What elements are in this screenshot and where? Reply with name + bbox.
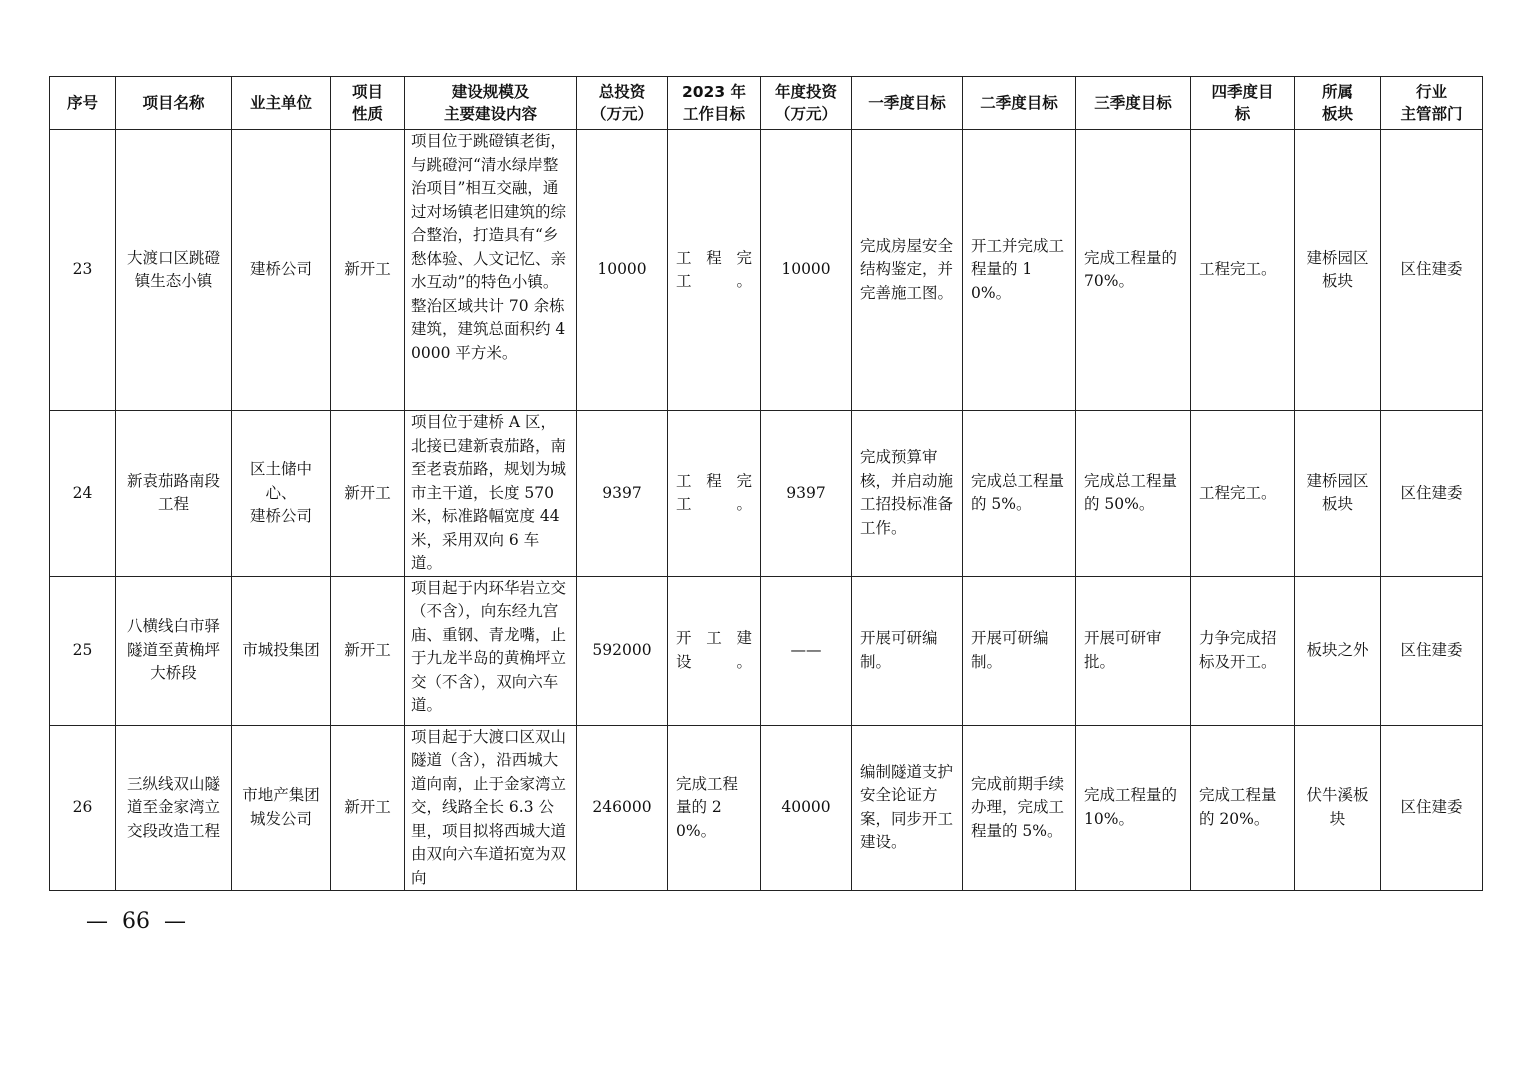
cell-department: 区住建委 xyxy=(1381,411,1483,577)
cell-goal-2023: 完成工程量的 20%。 xyxy=(668,725,761,891)
cell-department: 区住建委 xyxy=(1381,725,1483,891)
header-q2: 二季度目标 xyxy=(963,77,1076,130)
cell-q3: 完成工程量的 10%。 xyxy=(1076,725,1191,891)
cell-total-investment: 592000 xyxy=(577,576,668,725)
table-row xyxy=(50,576,1483,725)
cell-nature: 新开工 xyxy=(331,411,405,577)
cell-content: 项目位于建桥 A 区，北接已建新袁茄路，南至老袁茄路，规划为城市主干道，长度 570 米，标准路幅宽度 44 米，采用双向 6 车道。 xyxy=(405,411,577,577)
page-number: — 66 — xyxy=(86,909,186,934)
cell-nature: 新开工 xyxy=(331,725,405,891)
header-goal-2023: 2023 年 工作目标 xyxy=(668,77,761,130)
cell-owner: 建桥公司 xyxy=(232,130,331,411)
cell-department: 区住建委 xyxy=(1381,576,1483,725)
table-row xyxy=(50,130,1483,411)
header-owner: 业主单位 xyxy=(232,77,331,130)
cell-no: 24 xyxy=(50,411,116,577)
cell-department: 区住建委 xyxy=(1381,130,1483,411)
cell-total-investment: 246000 xyxy=(577,725,668,891)
cell-goal-2023: 工程完工。 xyxy=(668,130,761,411)
cell-q4: 完成工程量的 20%。 xyxy=(1191,725,1295,891)
cell-content: 项目起于内环华岩立交（不含），向东经九宫庙、重钢、青龙嘴，止于九龙半岛的黄桷坪立交（不含），双向六车道。 xyxy=(405,576,577,725)
cell-total-investment: 10000 xyxy=(577,130,668,411)
header-q3: 三季度目标 xyxy=(1076,77,1191,130)
header-q1: 一季度目标 xyxy=(852,77,963,130)
header-project-name: 项目名称 xyxy=(116,77,232,130)
cell-annual-investment: 10000 xyxy=(761,130,852,411)
header-annual-investment: 年度投资 （万元） xyxy=(761,77,852,130)
header-nature: 项目 性质 xyxy=(331,77,405,130)
cell-q2: 开展可研编制。 xyxy=(963,576,1076,725)
cell-owner: 市城投集团 xyxy=(232,576,331,725)
cell-q4: 工程完工。 xyxy=(1191,130,1295,411)
cell-no: 23 xyxy=(50,130,116,411)
cell-q1: 编制隧道支护安全论证方案，同步开工建设。 xyxy=(852,725,963,891)
cell-annual-investment: —— xyxy=(761,576,852,725)
cell-sector: 板块之外 xyxy=(1295,576,1381,725)
cell-annual-investment: 40000 xyxy=(761,725,852,891)
cell-content: 项目起于大渡口区双山隧道（含），沿西城大道向南，止于金家湾立交，线路全长 6.3 公里，项目拟将西城大道由双向六车道拓宽为双向 xyxy=(405,725,577,891)
cell-annual-investment: 9397 xyxy=(761,411,852,577)
table-row xyxy=(50,411,1483,577)
cell-content: 项目位于跳磴镇老街，与跳磴河“清水绿岸整治项目”相互交融，通过对场镇老旧建筑的综合整治，打造具有“乡愁体验、人文记忆、亲水互动”的特色小镇。整治区域共计 70 余栋建筑，建筑总面积约 40000 平方米。 xyxy=(405,130,577,411)
cell-goal-2023: 开工建设。 xyxy=(668,576,761,725)
cell-owner: 区土储中心、 建桥公司 xyxy=(232,411,331,577)
cell-q2: 开工并完成工程量的 10%。 xyxy=(963,130,1076,411)
cell-q1: 开展可研编制。 xyxy=(852,576,963,725)
header-sector: 所属 板块 xyxy=(1295,77,1381,130)
cell-sector: 建桥园区板块 xyxy=(1295,411,1381,577)
cell-total-investment: 9397 xyxy=(577,411,668,577)
cell-nature: 新开工 xyxy=(331,130,405,411)
cell-q1: 完成预算审核，并启动施工招投标准备工作。 xyxy=(852,411,963,577)
header-content: 建设规模及 主要建设内容 xyxy=(405,77,577,130)
cell-q3: 完成工程量的 70%。 xyxy=(1076,130,1191,411)
cell-nature: 新开工 xyxy=(331,576,405,725)
cell-project-name: 新袁茄路南段工程 xyxy=(116,411,232,577)
cell-q3: 开展可研审批。 xyxy=(1076,576,1191,725)
cell-q4: 工程完工。 xyxy=(1191,411,1295,577)
header-row xyxy=(50,77,1483,130)
header-no: 序号 xyxy=(50,77,116,130)
cell-goal-2023: 工程完工。 xyxy=(668,411,761,577)
cell-no: 26 xyxy=(50,725,116,891)
cell-project-name: 大渡口区跳磴镇生态小镇 xyxy=(116,130,232,411)
header-total-investment: 总投资 （万元） xyxy=(577,77,668,130)
header-department: 行业 主管部门 xyxy=(1381,77,1483,130)
cell-sector: 伏牛溪板块 xyxy=(1295,725,1381,891)
cell-q2: 完成前期手续办理，完成工程量的 5%。 xyxy=(963,725,1076,891)
cell-project-name: 八横线白市驿隧道至黄桷坪大桥段 xyxy=(116,576,232,725)
project-table xyxy=(49,76,1483,891)
cell-owner: 市地产集团城发公司 xyxy=(232,725,331,891)
cell-q1: 完成房屋安全结构鉴定，并完善施工图。 xyxy=(852,130,963,411)
cell-sector: 建桥园区板块 xyxy=(1295,130,1381,411)
cell-q2: 完成总工程量的 5%。 xyxy=(963,411,1076,577)
cell-q4: 力争完成招标及开工。 xyxy=(1191,576,1295,725)
table-row xyxy=(50,725,1483,891)
cell-q3: 完成总工程量的 50%。 xyxy=(1076,411,1191,577)
cell-no: 25 xyxy=(50,576,116,725)
header-q4: 四季度目 标 xyxy=(1191,77,1295,130)
cell-project-name: 三纵线双山隧道至金家湾立交段改造工程 xyxy=(116,725,232,891)
